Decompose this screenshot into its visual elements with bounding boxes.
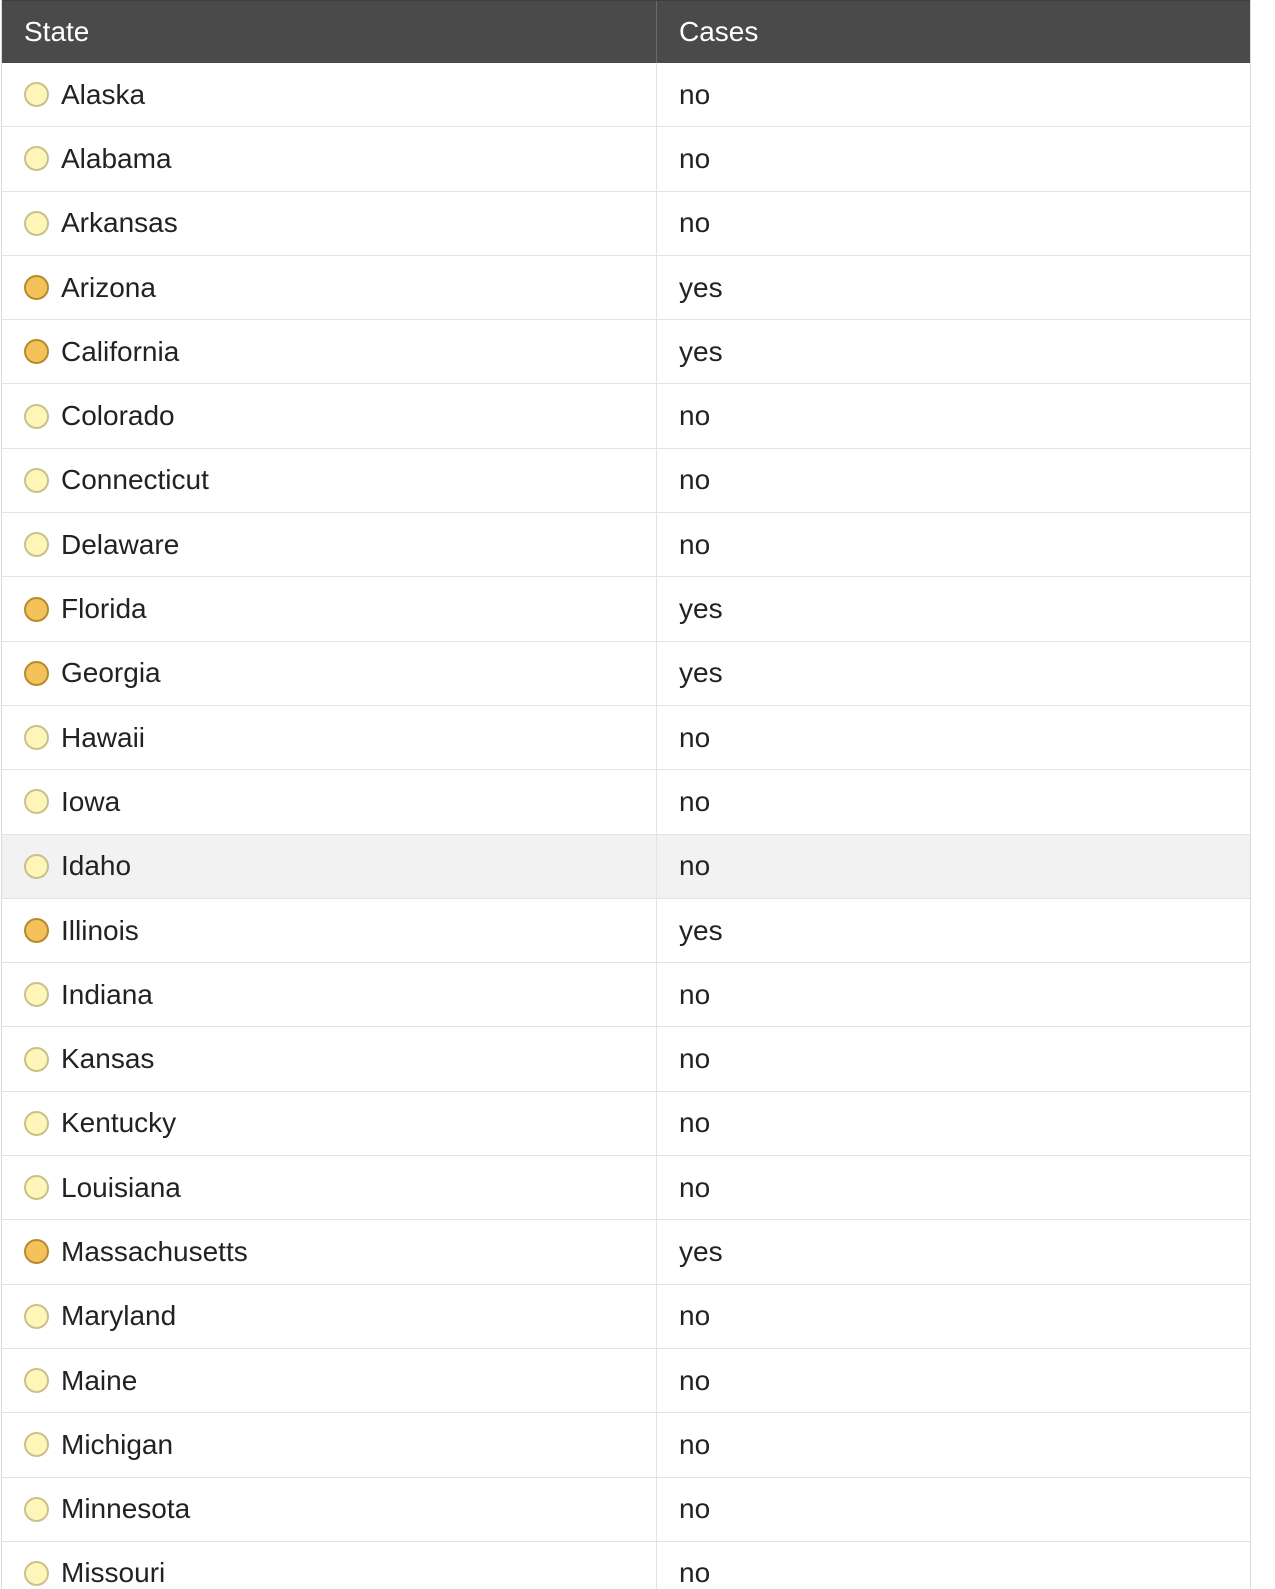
- table-row[interactable]: [2, 127, 1250, 191]
- cases-cell: no: [679, 400, 711, 432]
- state-cell: [2, 384, 657, 447]
- state-name: Alabama: [61, 142, 172, 174]
- status-dot-icon: [24, 1111, 49, 1136]
- state-name: Idaho: [61, 850, 132, 882]
- cases-cell: no: [679, 850, 711, 882]
- state-name: Georgia: [61, 657, 161, 689]
- state-cell: [2, 192, 657, 255]
- table-row[interactable]: [2, 1220, 1250, 1284]
- cases-cell: no: [679, 1300, 711, 1332]
- table-body: [2, 63, 1250, 1589]
- cases-cell: yes: [679, 593, 723, 625]
- state-cell: [2, 1478, 657, 1541]
- state-name: Michigan: [61, 1428, 174, 1460]
- table-row[interactable]: [2, 706, 1250, 770]
- state-name: Massachusetts: [61, 1235, 248, 1267]
- state-cell: [2, 1156, 657, 1219]
- cases-cell: no: [679, 785, 711, 817]
- status-dot-icon: [24, 275, 49, 300]
- cases-cell: no: [679, 78, 711, 110]
- table-row[interactable]: [2, 1542, 1250, 1589]
- status-dot-icon: [24, 725, 49, 750]
- status-dot-icon: [24, 1047, 49, 1072]
- state-cell: [2, 1542, 657, 1589]
- cases-cell: no: [679, 207, 711, 239]
- cases-cell: no: [679, 142, 711, 174]
- state-cell: [2, 1220, 657, 1283]
- cases-cell: no: [679, 1428, 711, 1460]
- status-dot-icon: [24, 1175, 49, 1200]
- state-name: Iowa: [61, 785, 121, 817]
- column-header-state[interactable]: State: [2, 1, 657, 63]
- states-table: [1, 0, 1251, 1589]
- table-row[interactable]: [2, 256, 1250, 320]
- status-dot-icon: [24, 1239, 49, 1264]
- state-cell: [2, 320, 657, 383]
- state-cell: [2, 1027, 657, 1090]
- state-cell: [2, 770, 657, 833]
- status-dot-icon: [24, 597, 49, 622]
- status-dot-icon: [24, 146, 49, 171]
- status-dot-icon: [24, 1497, 49, 1522]
- state-name: Arkansas: [61, 207, 178, 239]
- state-cell: [2, 513, 657, 576]
- table-row[interactable]: [2, 899, 1250, 963]
- status-dot-icon: [24, 918, 49, 943]
- table-row[interactable]: [2, 63, 1250, 127]
- cases-cell: yes: [679, 1235, 723, 1267]
- state-cell: [2, 642, 657, 705]
- cases-cell: no: [679, 1107, 711, 1139]
- state-name: Alaska: [61, 78, 146, 110]
- cases-cell: yes: [679, 657, 723, 689]
- table-row[interactable]: [2, 192, 1250, 256]
- table-row[interactable]: [2, 1027, 1250, 1091]
- table-row[interactable]: [2, 835, 1250, 899]
- state-cell: [2, 1349, 657, 1412]
- table-row[interactable]: [2, 1156, 1250, 1220]
- state-cell: [2, 706, 657, 769]
- state-cell: [2, 1092, 657, 1155]
- state-cell: [2, 127, 657, 190]
- state-cell: [2, 963, 657, 1026]
- cases-cell: yes: [679, 914, 723, 946]
- cases-cell: no: [679, 978, 711, 1010]
- state-cell: [2, 256, 657, 319]
- status-dot-icon: [24, 1304, 49, 1329]
- cases-cell: no: [679, 1557, 711, 1589]
- state-name: Missouri: [61, 1557, 166, 1589]
- table-row[interactable]: [2, 770, 1250, 834]
- status-dot-icon: [24, 661, 49, 686]
- cases-cell: yes: [679, 335, 723, 367]
- state-name: California: [61, 335, 180, 367]
- state-name: Colorado: [61, 400, 175, 432]
- table-row[interactable]: [2, 320, 1250, 384]
- table-row[interactable]: [2, 1478, 1250, 1542]
- table-row[interactable]: [2, 384, 1250, 448]
- state-cell: [2, 1285, 657, 1348]
- status-dot-icon: [24, 1561, 49, 1586]
- status-dot-icon: [24, 82, 49, 107]
- status-dot-icon: [24, 1432, 49, 1457]
- cases-cell: no: [679, 464, 711, 496]
- state-name: Indiana: [61, 978, 153, 1010]
- state-name: Kentucky: [61, 1107, 177, 1139]
- state-name: Illinois: [61, 914, 139, 946]
- table-row[interactable]: [2, 1413, 1250, 1477]
- table-row[interactable]: [2, 1285, 1250, 1349]
- table-row[interactable]: [2, 642, 1250, 706]
- table-row[interactable]: [2, 449, 1250, 513]
- status-dot-icon: [24, 789, 49, 814]
- state-name: Hawaii: [61, 721, 146, 753]
- status-dot-icon: [24, 339, 49, 364]
- cases-cell: yes: [679, 271, 723, 303]
- table-row[interactable]: [2, 1349, 1250, 1413]
- status-dot-icon: [24, 404, 49, 429]
- status-dot-icon: [24, 532, 49, 557]
- state-cell: [2, 899, 657, 962]
- column-header-cases[interactable]: Cases: [679, 16, 759, 47]
- cases-cell: no: [679, 1171, 711, 1203]
- table-row[interactable]: [2, 577, 1250, 641]
- state-name: Connecticut: [61, 464, 209, 496]
- status-dot-icon: [24, 211, 49, 236]
- state-name: Louisiana: [61, 1171, 181, 1203]
- status-dot-icon: [24, 468, 49, 493]
- state-cell: [2, 63, 657, 126]
- table-row[interactable]: [2, 513, 1250, 577]
- state-cell: [2, 835, 657, 898]
- table-row[interactable]: [2, 1092, 1250, 1156]
- cases-cell: no: [679, 1364, 711, 1396]
- table-header: [2, 0, 1250, 63]
- cases-cell: no: [679, 721, 711, 753]
- cases-cell: no: [679, 1493, 711, 1525]
- cases-cell: no: [679, 1043, 711, 1075]
- state-cell: [2, 1413, 657, 1476]
- status-dot-icon: [24, 1368, 49, 1393]
- state-cell: [2, 449, 657, 512]
- state-name: Maryland: [61, 1300, 177, 1332]
- table-row[interactable]: [2, 963, 1250, 1027]
- state-name: Florida: [61, 593, 147, 625]
- state-name: Delaware: [61, 528, 180, 560]
- cases-cell: no: [679, 528, 711, 560]
- state-cell: [2, 577, 657, 640]
- status-dot-icon: [24, 854, 49, 879]
- state-name: Arizona: [61, 271, 156, 303]
- status-dot-icon: [24, 982, 49, 1007]
- state-name: Maine: [61, 1364, 138, 1396]
- state-name: Kansas: [61, 1043, 155, 1075]
- state-name: Minnesota: [61, 1493, 191, 1525]
